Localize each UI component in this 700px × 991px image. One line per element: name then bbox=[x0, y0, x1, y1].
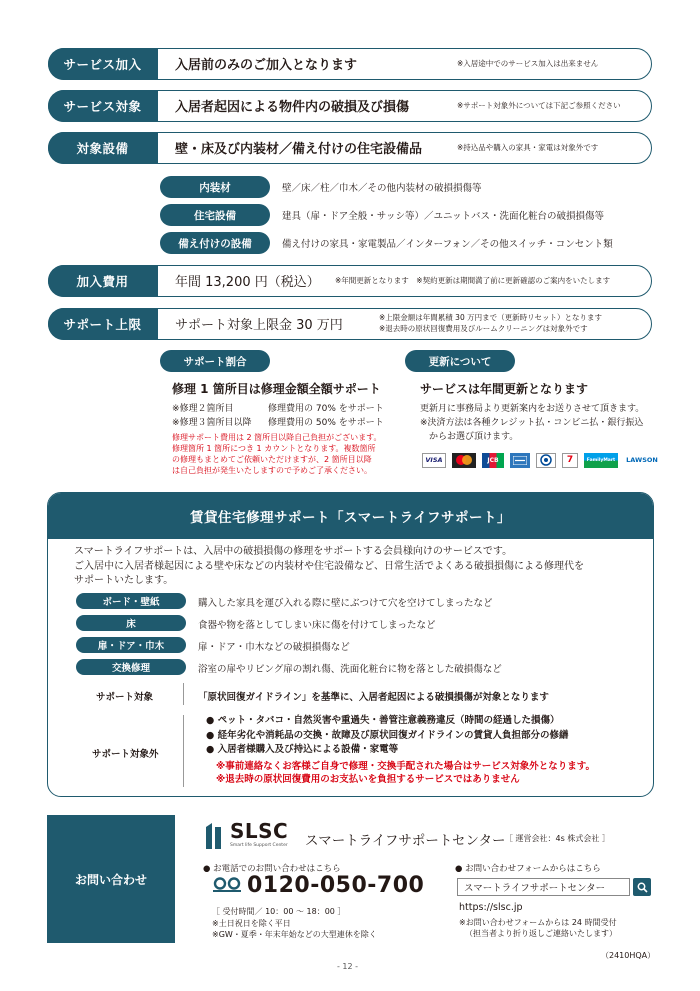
equipment-label-fixtures: 備え付けの設備 bbox=[160, 232, 270, 254]
band-target-equipment bbox=[48, 132, 652, 164]
excluded-label: サポート対象外 bbox=[92, 749, 159, 760]
band-label: サービス加入 bbox=[48, 48, 158, 80]
equipment-label-interior: 内装材 bbox=[160, 176, 270, 198]
note-line: ※退去時の原状回復費用及びルームクリーニングは対象外です bbox=[379, 324, 588, 333]
ratio-row-right: 修理費用の 70% をサポート bbox=[268, 404, 384, 414]
renewal-line: 更新月に事務局より更新案内をお送りさせて頂きます。 bbox=[420, 404, 645, 414]
band-label: サポート上限 bbox=[48, 308, 158, 340]
search-button[interactable] bbox=[633, 878, 651, 896]
ratio-row-right: 修理費用の 50% をサポート bbox=[268, 418, 384, 428]
band-note: ※入居途中でのサービス加入は出来ません bbox=[457, 59, 599, 68]
band-service-join bbox=[48, 48, 652, 80]
target-text: 「原状回復ガイドライン」を基準に、入居者起因による破損損傷が対象となります bbox=[198, 692, 549, 703]
card-intro bbox=[74, 545, 584, 589]
form-note: （担当者より折り返しご連絡いたします） bbox=[465, 929, 617, 938]
intro-line: ご入居中に入居者様起因による壁や床などの内装材や住宅設備など、日常生活でよくある破損損傷による修理代を bbox=[74, 560, 584, 572]
visa-logo: VISA bbox=[422, 453, 446, 468]
red-line: の修理もまとめてご依頼いただけますが、2 箇所目以降 bbox=[172, 455, 372, 464]
red-line: ※事前連絡なくお客様ご自身で修理・交換手配された場合はサービス対象外となります。 bbox=[216, 761, 595, 772]
card-title: 賃貸住宅修理サポート「スマートライフサポート」 bbox=[48, 493, 653, 539]
ratio-row-left: ※修理２箇所目 bbox=[172, 404, 234, 414]
band-label: サービス対象 bbox=[48, 90, 158, 122]
example-label-door: 扉・ドア・巾木 bbox=[76, 637, 186, 653]
equipment-text-fixtures: 備え付けの家具・家電製品／インターフォン／その他スイッチ・コンセント類 bbox=[282, 239, 613, 250]
hours-note: ※土日祝日を除く平日 bbox=[212, 919, 291, 928]
excluded-red-notes bbox=[216, 760, 595, 786]
ratio-label: サポート割合 bbox=[160, 350, 270, 372]
band-note: ※サポート対象外については下記ご参照ください bbox=[457, 101, 621, 110]
excluded-item-text: ペット・タバコ・自然災害や重過失・善管注意義務違反（時間の経過した損傷） bbox=[217, 715, 560, 726]
logo-subtext: Smart life Support Center bbox=[230, 843, 288, 848]
example-label-replace: 交換修理 bbox=[76, 659, 186, 675]
band-note bbox=[379, 312, 602, 334]
red-line: 修理箇所 1 箇所につき 1 カウントとなります。複数箇所 bbox=[172, 444, 376, 453]
free-dial-icon bbox=[212, 877, 242, 893]
band-main: 年間 13,200 円（税込） bbox=[175, 275, 320, 290]
ratio-row-left: ※修理３箇所目以降 bbox=[172, 418, 252, 428]
center-name: スマートライフサポートセンター bbox=[305, 833, 506, 849]
slsc-logo-mark bbox=[204, 823, 226, 849]
intro-line: サポートいたします。 bbox=[74, 575, 174, 586]
form-note: ※お問い合わせフォームからは 24 時間受付 bbox=[459, 918, 617, 927]
phone-intro: ● お電話でのお問い合わせはこちら bbox=[203, 864, 341, 874]
equipment-text-interior: 壁／床／柱／巾木／その他内装材の破損損傷等 bbox=[282, 183, 482, 194]
example-label-floor: 床 bbox=[76, 615, 186, 631]
diners-logo bbox=[536, 453, 556, 468]
seven-eleven-logo: 7 bbox=[562, 453, 578, 468]
page-number: - 12 - bbox=[337, 962, 359, 971]
excluded-item-text: 入居者様購入及び持込による設備・家電等 bbox=[217, 744, 399, 755]
equipment-label-housing: 住宅設備 bbox=[160, 204, 270, 226]
example-text-floor: 食器や物を落としてしまい床に傷を付けてしまったなど bbox=[198, 620, 436, 631]
renewal-line: ※決済方法は各種クレジット払・コンビニ払・銀行振込 bbox=[420, 418, 644, 428]
search-icon bbox=[637, 882, 648, 893]
renewal-label: 更新について bbox=[405, 350, 515, 372]
band-label: 加入費用 bbox=[48, 265, 158, 297]
band-main: 壁・床及び内装材／備え付けの住宅設備品 bbox=[175, 142, 423, 157]
band-main: 入居者起因による物件内の破損及び損傷 bbox=[175, 100, 410, 115]
example-label-board: ボード・壁紙 bbox=[76, 593, 186, 609]
search-input[interactable]: スマートライフサポートセンター bbox=[464, 883, 606, 894]
divider bbox=[183, 715, 184, 787]
amex-logo bbox=[510, 453, 530, 468]
excluded-item-text: 経年劣化や消耗品の交換・故障及び原状回復ガイドラインの賃貸人負担部分の修繕 bbox=[217, 729, 569, 741]
url-link[interactable]: https://slsc.jp bbox=[459, 902, 523, 913]
band-fee bbox=[48, 265, 652, 297]
operator: ［ 運営会社：4s 株式会社 ］ bbox=[505, 834, 610, 843]
mastercard-logo bbox=[452, 453, 476, 468]
ratio-red-note bbox=[172, 432, 382, 476]
divider bbox=[183, 683, 184, 705]
slsc-logo bbox=[204, 819, 296, 853]
intro-line: スマートライフサポートは、入居中の破損損傷の修理をサポートする会員様向けのサービスです。 bbox=[74, 546, 513, 557]
hours-note: ※GW・夏季・年末年始などの大型連休を除く bbox=[212, 930, 377, 939]
red-line: 修理サポート費用は 2 箇所目以降自己負担がございます。 bbox=[172, 433, 382, 442]
band-note: ※持込品や購入の家具・家電は対象外です bbox=[457, 143, 599, 152]
logo-text: SLSC bbox=[230, 819, 289, 843]
familymart-logo: FamilyMart bbox=[584, 453, 618, 468]
hours: ［ 受付時間／ 10：00 ～ 18：00 ］ bbox=[212, 907, 346, 916]
example-text-door: 扉・ドア・巾木などの破損損傷など bbox=[198, 642, 350, 653]
contact-section bbox=[47, 815, 654, 943]
doc-code: （2410HQA） bbox=[601, 951, 656, 960]
band-service-target bbox=[48, 90, 652, 122]
example-text-board: 購入した家具を運び入れる際に壁にぶつけて穴を空けてしまったなど bbox=[198, 598, 493, 609]
phone-number[interactable]: 0120-050-700 bbox=[247, 873, 425, 898]
band-main: 入居前のみのご加入となります bbox=[175, 58, 358, 73]
jcb-logo: JCB bbox=[482, 453, 504, 468]
search-box bbox=[457, 878, 630, 896]
renewal-line: からお選び頂けます。 bbox=[420, 432, 519, 442]
red-line: は自己負担が発生いたしますので予めご了承ください。 bbox=[172, 466, 372, 475]
note-line: ※上限金額は年間累積 30 万円まで（更新時リセット）となります bbox=[379, 313, 603, 322]
excluded-item: ● ペット・タバコ・自然災害や重過失・善管注意義務違反（時間の経過した損傷） bbox=[206, 715, 560, 726]
smart-life-support-card bbox=[47, 492, 654, 797]
payment-logos bbox=[422, 452, 660, 468]
excluded-item: ● 経年劣化や消耗品の交換・故障及び原状回復ガイドラインの賃貸人負担部分の修繕 bbox=[206, 729, 569, 741]
red-line: ※退去時の原状回復費用のお支払いを負担するサービスではありません bbox=[216, 774, 520, 785]
excluded-item: ● 入居者様購入及び持込による設備・家電等 bbox=[206, 744, 399, 755]
target-label: サポート対象 bbox=[96, 692, 154, 703]
band-label: 対象設備 bbox=[48, 132, 158, 164]
equipment-text-housing: 建具（扉・ドア全般・サッシ等）／ユニットバス・洗面化粧台の破損損傷等 bbox=[282, 211, 604, 222]
excluded-list bbox=[206, 714, 569, 758]
example-text-replace: 浴室の扉やリビング扉の割れ傷、洗面化粧台に物を落とした破損傷など bbox=[198, 664, 502, 675]
contact-label: お問い合わせ bbox=[47, 815, 175, 943]
form-intro: ● お問い合わせフォームからはこちら bbox=[455, 864, 601, 874]
band-note: ※年間更新となります ※契約更新は期間満了前に更新確認のご案内をいたします bbox=[335, 276, 611, 285]
ratio-headline: 修理 1 箇所目は修理金額全額サポート bbox=[172, 382, 381, 396]
renewal-headline: サービスは年間更新となります bbox=[420, 382, 589, 396]
lawson-logo: LAWSON bbox=[624, 453, 660, 468]
band-support-limit bbox=[48, 308, 652, 340]
band-main: サポート対象上限金 30 万円 bbox=[175, 318, 343, 333]
